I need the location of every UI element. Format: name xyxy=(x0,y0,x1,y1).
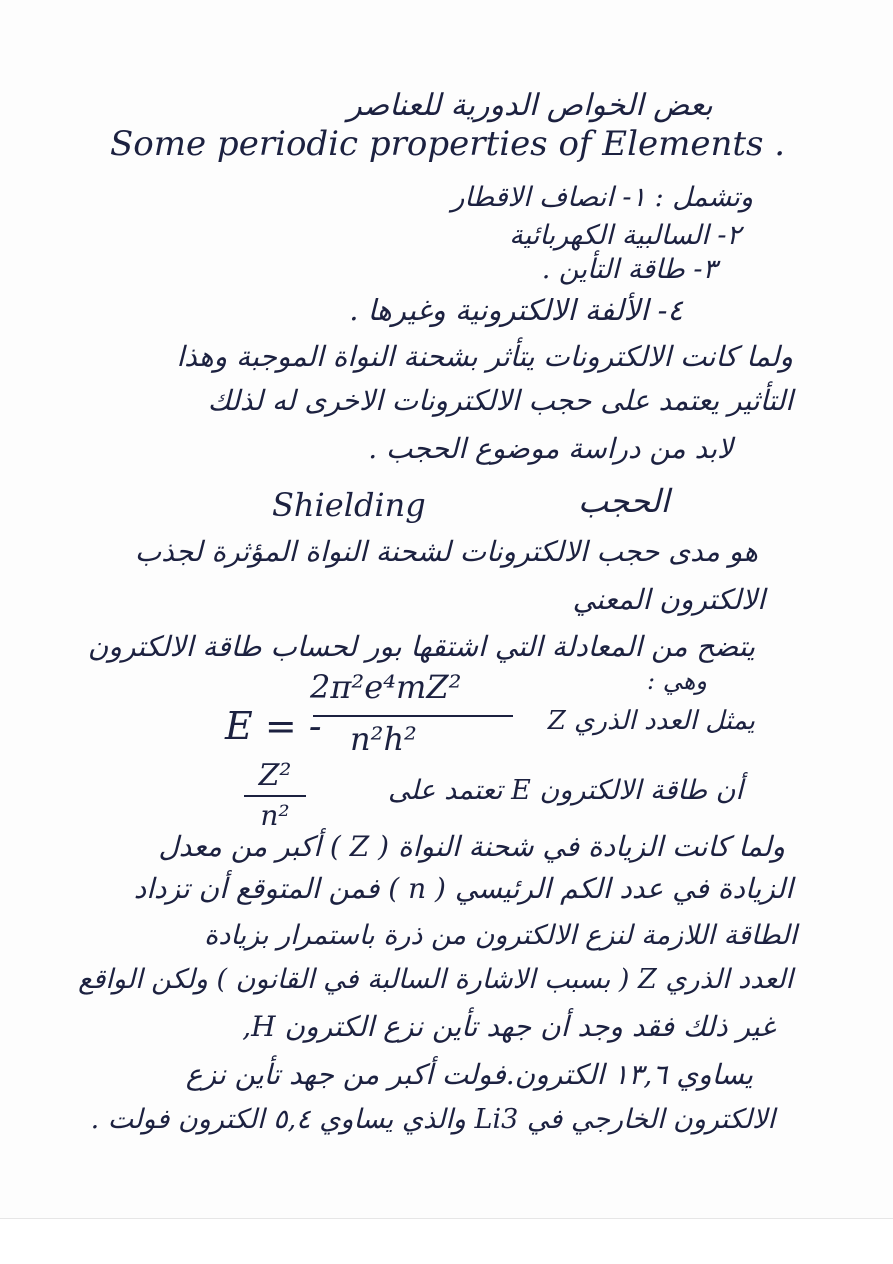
formula-denominator: n²h² xyxy=(350,720,417,758)
intro-list-item-3: ٣- طاقة التأين . xyxy=(541,254,717,285)
intro-list-item-2: ٢- السالبية الكهربائية xyxy=(509,220,741,251)
paragraph1-line1: ولما كانت الالكترونات يتأثر بشحنة النواة الموجبة وهذا xyxy=(176,340,793,373)
equation-intro-line1: يتضح من المعادلة التي اشتقها بور لحساب طاقة الالكترون xyxy=(87,630,755,663)
section-heading-english: Shielding xyxy=(272,486,426,524)
z-description: Z يمثل العدد الذري xyxy=(547,706,755,736)
fraction-numerator: Z² xyxy=(258,758,292,793)
formula-lhs: E = - xyxy=(225,704,322,748)
paragraph2-line3: الطاقة اللازمة لنزع الالكترون من ذرة باستمرار بزيادة xyxy=(204,920,797,951)
section-heading-arabic: الحجب xyxy=(578,482,670,520)
formula-numerator: 2π²e⁴mZ² xyxy=(310,668,462,706)
scan-bottom-edge xyxy=(0,1218,893,1264)
fraction-denominator: n² xyxy=(260,799,290,832)
english-title: Some periodic properties of Elements . xyxy=(110,124,786,164)
paragraph2-line1: ولما كانت الزيادة في شحنة النواة ( Z ) أكبر من معدل xyxy=(158,830,785,863)
fraction-bar xyxy=(313,715,513,717)
equation-intro-line2: وهي : xyxy=(647,667,707,695)
definition-line2: الالكترون المعني xyxy=(572,583,765,616)
paragraph2-line2: الزيادة في عدد الكم الرئيسي ( n ) فمن المتوقع أن تزداد xyxy=(133,872,793,905)
paragraph2-line4: العدد الذري Z ( بسبب الاشارة السالبة في القانون ) ولكن الواقع xyxy=(78,964,793,995)
fraction-bar xyxy=(244,795,306,797)
paragraph2-line5: غير ذلك فقد وجد أن جهد تأين نزع الكترون H, xyxy=(242,1010,775,1043)
paragraph2-line7: الالكترون الخارجي في Li3 والذي يساوي ٥,٤ الكترون فولت . xyxy=(90,1104,775,1135)
z-over-n-fraction xyxy=(240,758,310,832)
dependency-text: أن طاقة الالكترون E تعتمد على xyxy=(387,775,743,806)
intro-list-item-4: ٤- الألفة الالكترونية وغيرها . xyxy=(349,293,683,327)
paragraph2-line6: يساوي ١٣,٦ الكترون.فولت أكبر من جهد تأين نزع xyxy=(185,1058,753,1091)
paragraph1-line3: لابد من دراسة موضوع الحجب . xyxy=(368,432,733,465)
definition-line1: هو مدى حجب الالكترونات لشحنة النواة المؤثرة لجذب xyxy=(134,535,758,568)
intro-list-item-1: وتشمل : ١- انصاف الاقطار xyxy=(451,182,753,213)
paragraph1-line2: التأثير يعتمد على حجب الالكترونات الاخرى له لذلك xyxy=(207,384,793,417)
arabic-title: بعض الخواص الدورية للعناصر xyxy=(347,88,713,123)
